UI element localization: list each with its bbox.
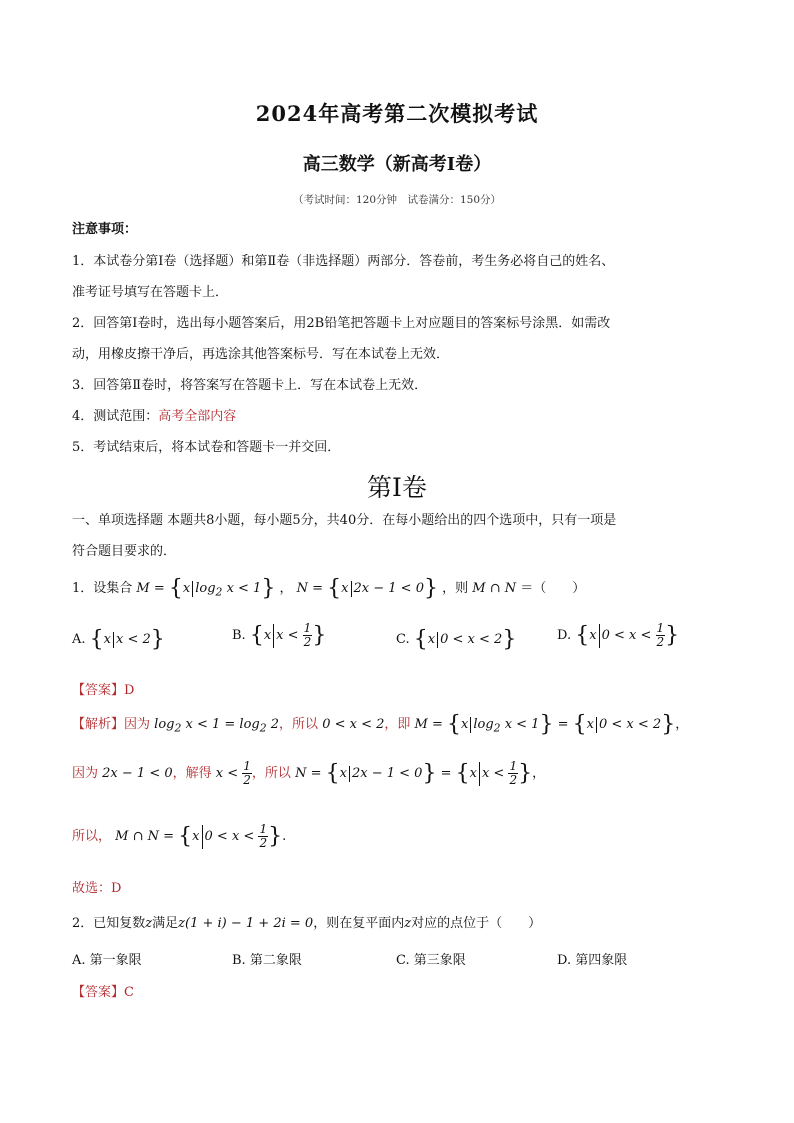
question-1-stem: 1．设集合 M = {x $\log_2 x < 1$} ， N = {x 2x − 1 < 0} ，则 M ∩ N ＝（ ） [72, 576, 586, 601]
section-intro-line-1: 一、单项选择题 本题共8小题，每小题5分，共40分．在每小题给出的四个选项中，只有一项是 [72, 513, 617, 528]
q2-answer-value: C [124, 985, 134, 1000]
exam-subtitle: 高三数学（新高考Ⅰ卷） [302, 154, 492, 175]
q1-analysis-range-formula: 0 < x < 2 [322, 717, 385, 732]
q2-mid-2: ，则在复平面内 [313, 916, 405, 931]
q1-analysis-line-1: 【解析】因为 $\log_2 x < 1 = \log_2 2$，所以 0 < x < 2，即 M = {x $\log_2 x < 1\} = \{x$ 0 < x < 2}， [72, 712, 689, 737]
q1-option-d [557, 622, 679, 649]
q1-analysis-because: 因为 [124, 717, 151, 732]
q1-option-c-label: C. [396, 632, 410, 647]
notice-item-4-scope: 高考全部内容 [158, 409, 237, 424]
q1-analysis-ie: ，即 [384, 717, 411, 732]
notice-item-2-line-1: 2．回答第Ⅰ卷时，选出每小题答案后，用2B铅笔把答题卡上对应题目的答案标号涂黑．如需改 [72, 316, 611, 331]
q1-analysis-line-2-because: 因为 [72, 766, 99, 781]
notice-item-5: 5．考试结束后，将本试卷和答题卡一并交回． [72, 440, 341, 455]
section-title: 第Ⅰ卷 [367, 473, 427, 502]
notice-item-1-line-2: 准考证号填写在答题卡上． [72, 285, 229, 300]
section-intro-line-2: 符合题目要求的． [72, 544, 177, 559]
q2-var-z: z [145, 916, 153, 931]
q1-option-a [72, 627, 165, 652]
notice-item-1-line-1: 1．本试卷分第Ⅰ卷（选择题）和第Ⅱ卷（非选择题）两部分．答卷前，考生务必将自己的姓名、 [72, 254, 615, 269]
q1-answer [72, 679, 134, 698]
q1-set-n-formula: N = {x 2x − 1 < 0} [296, 576, 438, 601]
q1-analysis-line-3: 所以， M ∩ N = {x 0 < x < $\frac{1}{2}$ }. [72, 822, 287, 850]
q1-analysis-so: ，所以 [279, 717, 319, 732]
q1-analysis-label: 【解析】 [72, 717, 125, 732]
q2-var-z-2: z [404, 916, 412, 931]
q2-option-c: C. 第三象限 [396, 953, 466, 968]
q1-option-a-formula: {x x < 2} [89, 627, 165, 652]
q2-option-a: A. 第一象限 [72, 953, 142, 968]
q2-option-d: D. 第四象限 [557, 953, 628, 968]
q1-suffix: ，则 [442, 581, 469, 596]
q1-prefix: 1．设集合 [72, 581, 133, 596]
q1-intersection-formula: M ∩ N [472, 581, 517, 596]
q1-analysis-log-formula: $\log_2 x < 1 = \log_2 2$ [154, 717, 280, 735]
q1-analysis-ineq-formula: 2x − 1 < 0 [102, 766, 173, 781]
q1-answer-value: D [124, 683, 135, 698]
exam-title: 2024年高考第二次模拟考试 [255, 101, 539, 126]
notice-item-3: 3．回答第Ⅱ卷时，将答案写在答题卡上．写在本试卷上无效． [72, 378, 428, 393]
q1-analysis-solution-formula: x < $\frac{1}{2}$ [215, 759, 251, 787]
notice-heading: 注意事项： [72, 222, 138, 237]
notice-item-4-prefix: 4．测试范围： [72, 409, 159, 424]
q2-answer-label: 【答案】 [72, 985, 125, 1000]
q1-option-c [396, 627, 516, 652]
q1-set-m-formula: M = {x $\log_2 x < 1$} [136, 576, 276, 601]
q2-suffix: 对应的点位于（ ） [411, 916, 542, 931]
q1-option-c-formula: {x 0 < x < 2} [413, 627, 517, 652]
q1-choice: 故选：D [72, 881, 122, 896]
q1-option-b-label: B. [232, 628, 246, 643]
notice-item-2-line-2: 动，用橡皮擦干净后，再选涂其他答案标号．写在本试卷上无效． [72, 347, 450, 362]
q1-option-d-formula: {x 0 < x < $\frac{1}{2}$ } [575, 621, 680, 649]
q2-equation-formula: z(1 + i) − 1 + 2i = 0 [178, 916, 314, 931]
q1-option-d-label: D. [557, 628, 572, 643]
q1-analysis-result-formula: M ∩ N = {x 0 < x < $\frac{1}{2}$ } [115, 822, 283, 850]
q2-answer [72, 981, 134, 1000]
q1-analysis-line-3-so: 所以， [72, 829, 112, 844]
q2-mid-1: 满足 [152, 916, 179, 931]
q2-prefix: 2．已知复数 [72, 916, 146, 931]
question-2-stem [72, 912, 541, 931]
q1-analysis-set-m-formula: M = {x $\log_2 x < 1\} = \{x$ 0 < x < 2} [414, 712, 676, 737]
q1-analysis-set-n-formula: N = {x 2x − 1 < 0} = {x x < $\frac{1}{2}$ } [295, 759, 533, 787]
exam-meta: （考试时间：120分钟 试卷满分：150分） [292, 194, 502, 206]
q1-option-a-label: A. [72, 632, 86, 647]
q1-analysis-line-2-so: ，所以 [251, 766, 291, 781]
q1-option-b-formula: {x x < $\frac{1}{2}$ } [249, 621, 327, 649]
q1-option-b [232, 622, 326, 649]
q1-answer-label: 【答案】 [72, 683, 125, 698]
q1-analysis-solve: ，解得 [172, 766, 212, 781]
q1-blank: ＝（ ） [520, 581, 586, 596]
q1-analysis-line-2: 因为 2x − 1 < 0，解得 x < $\frac{1}{2}$ ，所以 N = {x 2x − 1 < 0} = {x x < $\frac{1}{2}$ }， [72, 759, 546, 787]
q2-option-b: B. 第二象限 [232, 953, 302, 968]
notice-item-4 [72, 407, 236, 427]
